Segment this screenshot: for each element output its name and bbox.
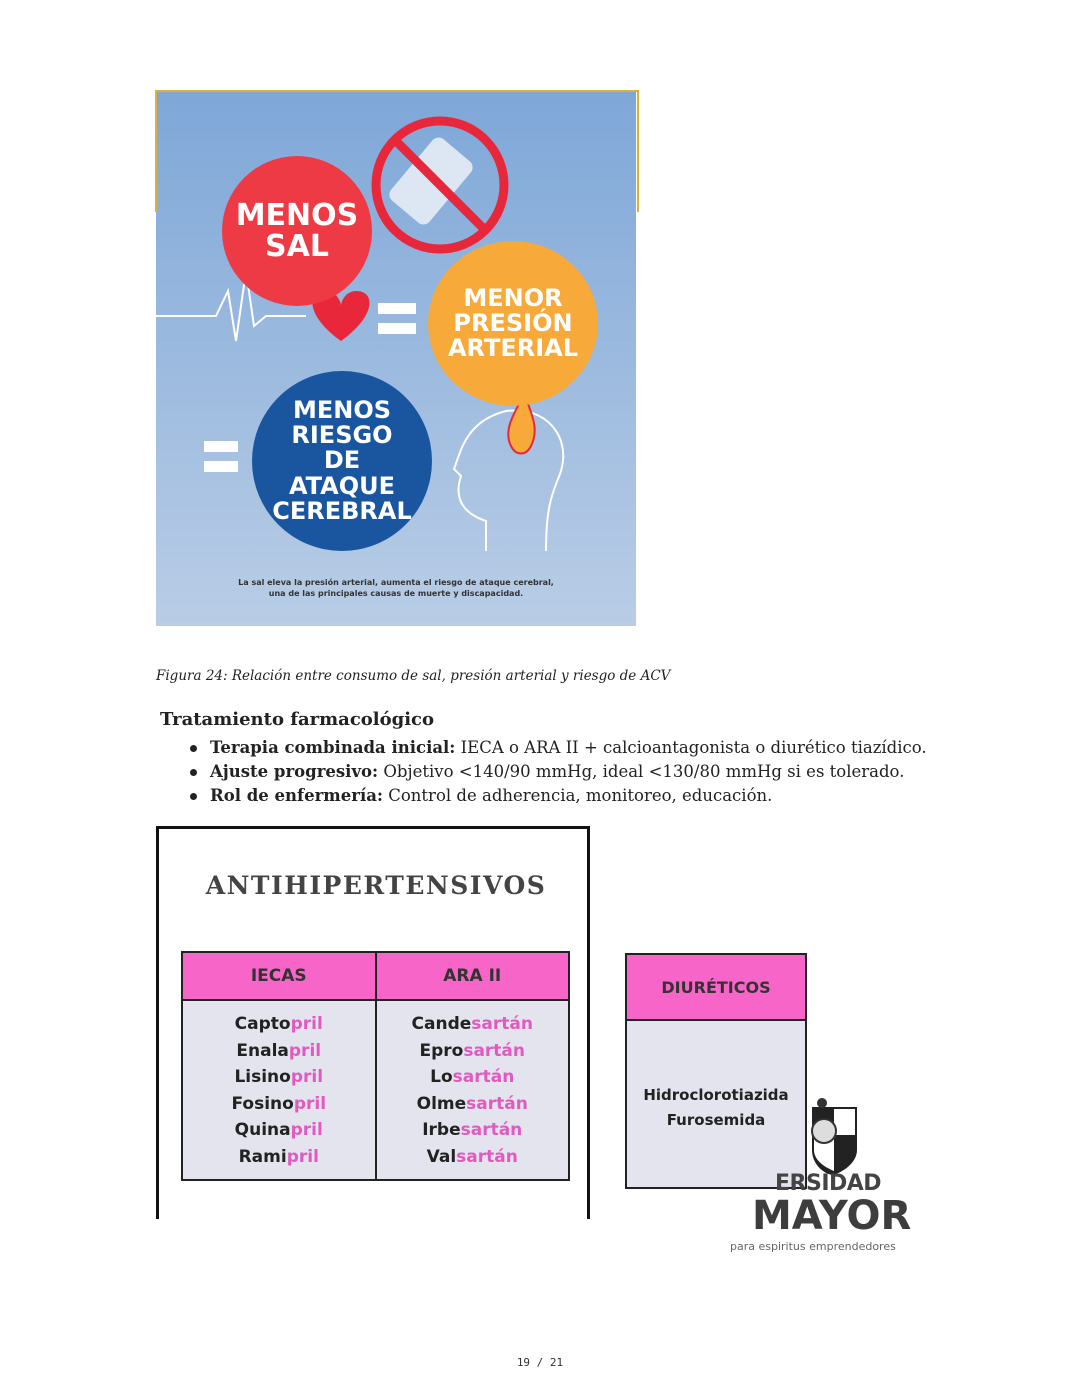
drug-name [377,1144,569,1171]
drug-name [377,1011,569,1038]
drug-stem: Rami [238,1146,287,1167]
drug-stem: Quina [234,1120,291,1141]
logo-tagline: para espiritus emprendedores [730,1240,896,1253]
drug-suffix: sartán [452,1067,515,1088]
universidad-mayor-logo [730,1095,930,1255]
page-number: 19 / 21 [516,1356,564,1369]
equals-icon-2 [204,441,238,452]
brain-head-icon [454,391,563,551]
list-item [188,760,927,784]
drug-stem: Cande [411,1014,472,1034]
drug-stem: Epro [419,1040,464,1061]
equals-icon [378,303,416,314]
drug-suffix: pril [293,1093,327,1114]
drug-suffix: sartán [463,1040,526,1061]
image-frame [155,90,639,212]
logo-line2: MAYOR [752,1193,912,1239]
crest-icon [802,1095,862,1175]
drug-name: Hidroclorotiazida [643,1086,789,1104]
drug-name [183,1064,375,1091]
drug-stem: Enala [236,1040,289,1061]
drug-suffix: sartán [466,1093,528,1114]
bullet-text: IECA o ARA II + calcioantagonista o diurético tiazídico. [455,738,927,757]
column-header: DIURÉTICOS [627,955,805,1021]
logo-line1: ERSIDAD [775,1171,882,1196]
drug-stem: Olme [416,1093,467,1114]
bullet-label: Terapia combinada inicial: [210,738,456,757]
drug-name: Furosemida [666,1111,766,1129]
infographic-caption-line: una de las principales causas de muerte y discapacidad. [268,589,524,599]
drug-name [183,1038,375,1065]
drug-name [183,1117,375,1144]
drug-suffix: pril [290,1014,323,1034]
drug-name [377,1064,569,1091]
drug-name [377,1091,569,1118]
drug-name [183,1011,375,1038]
drug-suffix: sartán [460,1120,523,1141]
menos-riesgo-circle: MENOS RIESGO DE ATAQUE CEREBRAL [252,371,432,551]
drug-stem: Fosino [231,1093,294,1114]
infographic-caption-line: La sal eleva la presión arterial, aumenta el riesgo de ataque cerebral, [238,578,554,587]
bullet-label: Ajuste progresivo: [210,762,379,781]
figure-caption: Figura 24: Relación entre consumo de sal, presión arterial y riesgo de ACV [156,668,671,684]
section-heading: Tratamiento farmacológico [160,709,435,730]
ara-list [376,1000,570,1180]
column-header: IECAS [182,952,376,1000]
iecas-list [182,1000,376,1180]
infographic-caption [156,577,636,599]
menos-sal-circle: MENOS SAL [222,156,372,306]
column-header: ARA II [376,952,570,1000]
drug-suffix: sartán [456,1146,518,1167]
drug-name [377,1117,569,1144]
drug-stem: Lisino [234,1067,291,1088]
drug-suffix: sartán [471,1014,533,1034]
drug-name [183,1091,375,1118]
drug-name [377,1038,569,1065]
drug-stem: Val [426,1146,457,1167]
list-item [188,784,927,808]
bullet-list [188,736,927,808]
bullet-text: Control de adherencia, monitoreo, educación. [383,786,773,805]
drug-name [183,1144,375,1171]
drug-stem: Irbe [422,1120,461,1141]
menor-presion-circle: MENOR PRESIÓN ARTERIAL [428,241,598,406]
drug-stem: Capto [234,1014,291,1034]
drug-suffix: pril [288,1040,322,1061]
figure-title: ANTIHIPERTENSIVOS [205,871,547,900]
antihypertensives-figure [156,826,590,1219]
drug-stem: Lo [430,1067,453,1088]
drug-suffix: pril [286,1146,319,1167]
bullet-label: Rol de enfermería: [210,786,383,805]
drug-suffix: pril [290,1067,324,1088]
bullet-text: Objetivo <140/90 mmHg, ideal <130/80 mmHg si es tolerado. [378,762,905,781]
drug-table [181,951,570,1181]
list-item [188,736,927,760]
drug-suffix: pril [290,1120,323,1141]
